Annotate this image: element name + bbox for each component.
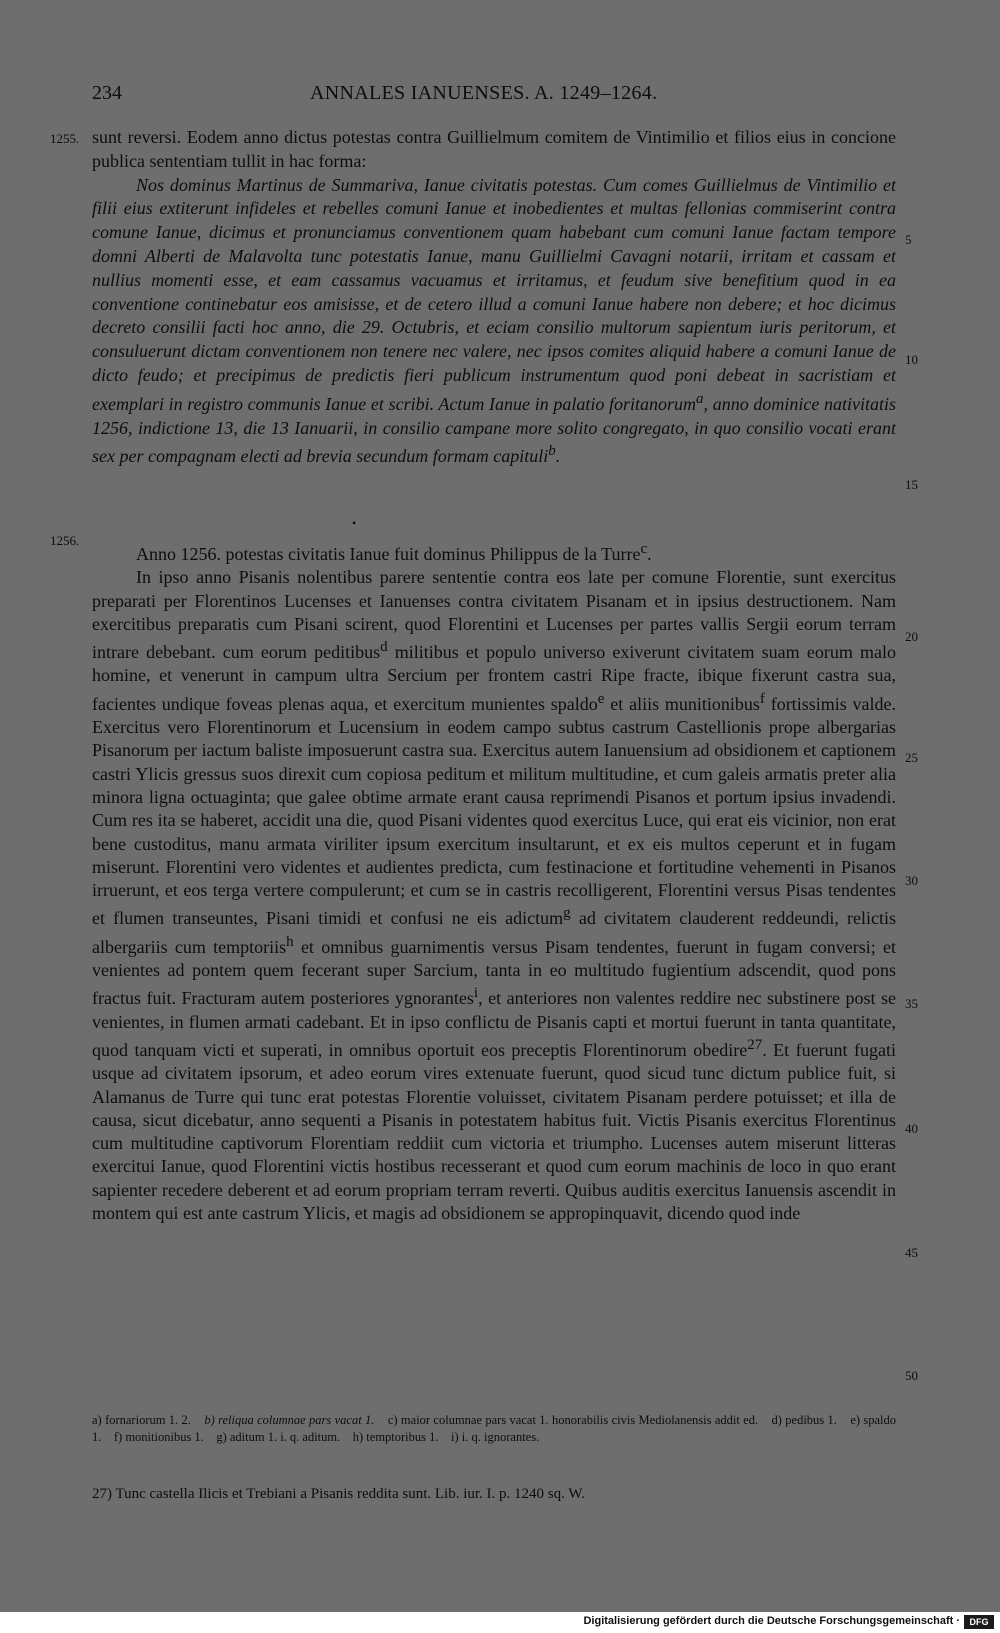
textual-notes	[92, 1412, 896, 1446]
paragraph-text: militibus et populo universo exiverunt civitatem suam eorum malo homine, et venerunt in campum ultra Sercium per frontem castri Ripe fracte, ibique fixerunt castra sua, facientes undique foveas plenas aqua, et exercitum munientes spaldo	[92, 642, 896, 714]
note-f: f) monitionibus 1.	[113, 1430, 204, 1444]
note-h: h) temptoribus 1.	[352, 1430, 439, 1444]
page-header	[0, 82, 1000, 112]
paragraph-text: et aliis munitionibus	[604, 693, 760, 714]
funding-credit: Digitalisierung gefördert durch die Deutsche Forschungsgemeinschaft ·	[583, 1615, 960, 1627]
paragraph-text: , et anteriores non valentes reddire nec substinere post se venientes, in flumen armati cadebant. Et in ipso conflictu de Pisanis capti et mortui fuerunt in tanta quantitate, quod tanquam victi et superati, in omnibus oportuit eos preceptis Florentinorum obedire	[92, 988, 897, 1060]
line-number: 5	[905, 232, 912, 247]
footnote-marker: i	[473, 985, 479, 1002]
footnote-27: 27) Tunc castella Ilicis et Trebiani a Pisanis reddita sunt. Lib. iur. I. p. 1240 sq. W.	[92, 1486, 585, 1502]
digitization-footer	[0, 1612, 1000, 1633]
note-b: b) reliqua columnae pars vacat 1.	[204, 1413, 375, 1427]
line-number: 10	[905, 352, 918, 367]
paragraph-text: fortissimis valde. Exercitus vero Florentinorum et Lucensium in eodem campo subtus castrum Castellionis prope albergarias Pisanorum per iactum baliste imposuerunt castra sua. Exercitus autem Ianuensium ad obsidionem et captionem castri Ylicis gressus suos direxit cum copiosa peditum et militum multitudine, et cum galeis armatis preter alia minora ligna octuaginta; que galee obtime armate erant causa reprimendi Pisanos et portum ipsius invadendi. Cum res ita se haberet, accidit una die, quod Pisani videntes quod exercitus Luce, qui erat eis vicinior, non erat bene custoditus, manu armata viriliter ipsum exercitum insultarunt, et ex eis multos ceperunt et in fugam miserunt. Florentini vero videntes et audientes predicta, cum festinacione et fortitudine vehementi in Pisanos irruerunt, et eos terga vertere compulerunt; et cum se in castris recolligerent, Florentini versus Pisas tendentes et flumen transeuntes, Pisani timidi et confusi ne eis adictum	[92, 693, 896, 929]
footnote-marker: b	[548, 443, 556, 460]
running-title: ANNALES IANUENSES. A. 1249–1264.	[310, 82, 658, 104]
note-e: e) spaldo 1.	[92, 1413, 897, 1444]
text-block-1256: Anno 1256. potestas civitatis Ianue fuit dominus Philippus de la Turre$^c$. In ipso anno Pisanis nolentibus parere sententie contra eos late per comune Florentie, sunt exercitus preparati per Florentinos Lucenses et Ianuenses contra civitatem Pisanam et in ipsius destructionem. Nam exercitibus preparatis cum Pisani scirent, quod Florentini et Lucenses per partes vallis Sergii eorum terram intrare debebant. cum eorum peditibus$^d$ militibus et populo universo exiverunt civitatem suam eorum malo homine, et venerunt in campum ultra Sercium per frontem castri Ripe fracte, ibique fixerunt castra sua, facientes undique foveas plenas aqua, et exercitum munientes spaldo$^e$ et aliis munitionibus$^f$ fortissimis valde. Exercitus vero Florentinorum et Lucensium in eodem campo subtus castrum Castellionis prope albergarias Pisanorum per iactum baliste imposuerunt castra sua. Exercitus autem Ianuensium ad obsidionem et captionem castri Ylicis gressus suos direxit cum copiosa peditum et militum multitudine, et cum galeis armatis preter alia minora ligna octuaginta; que galee obtime armate erant causa reprimendi Pisanos et portum ipsius invadendi. Cum res ita se haberet, accidit una die, quod Pisani videntes quod exercitus Luce, qui erat eis vicinior, non erat bene custoditus, manu armata viriliter ipsum exercitum insultarunt, et ex eis multos ceperunt et in fugam miserunt. Florentini vero videntes et audientes predicta, cum festinacione et fortitudine vehementi in Pisanos irruerunt, et eos terga vertere compulerunt; et cum se in castris recolligerent, Florentini versus Pisas tendentes et flumen transeuntes, Pisani timidi et confusi ne eis adictum$^g$ ad civitatem clauderent reddeundi, relictis albergariis cum temptoriis$^h$ et omnibus guarnimentis versus Pisam tendentes, fuerunt in fugam conversi; et venientes ad pontem quem fecerant super Sarcium, tanta in eo multitudo fugientium adscendit, quod pons fractus fuit. Fracturam autem posteriores ygnorantes$^i$, et anteriores non valentes reddire nec substinere post se venientes, in flumen armati cadebant. Et in ipso conflictu de Pisanis capti et mortui fuerunt in tanta quantitate, quod tanquam victi et superati, in omnibus oportuit eos preceptis Florentinorum obedire$^{27}$. Et fuerunt fugati usque ad civitatem ipsorum, et adeo eorum vires extenuate fuerunt, quod sicud tunc dictum publice fuit, si Alamanus de Turre qui tunc erat potestas Florentie voluisset, civitatem Pisanam perdere potuisset; et illa de causa, sicut dicebatur, anno sequenti a Pisanis in potestatem habitus fuit. Victis Pisanis exercitus Florentinus cum multitudine captivorum Florentiam reddiit cum victoria et triumpho. Lucenses autem miserunt litteras exercitui Ianue, quod Florentini victis hostibus recesserant et quod cum eorum machinis de loco in quo erant sapienter recedere deberent et ad eorum propriam terram reverti. Quibus auditis exercitus Ianuensis ascendit in montem qui est ante castrum Ylicis, et magis ad obsidionem se appropinquavit, dicendo quod inde	[92, 541, 897, 1224]
note-c: c) maior columnae pars vacat 1. honorabilis civis Mediolanensis addit ed.	[387, 1413, 759, 1427]
paragraph-text: In ipso anno Pisanis nolentibus parere sententie contra eos late per comune Florentie, sunt exercitus preparati per Florentinos Lucenses et Ianuenses contra civitatem Pisanam et in ipsius destructionem. Nam exercitibus preparatis cum Pisani scirent, quod Florentini et Lucenses per partes vallis Sergii eorum terram intrare debebant. cum eorum peditibus	[92, 567, 896, 663]
note-d: d) pedibus 1.	[771, 1413, 837, 1427]
sentence-text: Nos dominus Martinus de Summariva, Ianue civitatis potestas. Cum comes Guillielmus de Vintimilio et filii eius extiterunt infideles et rebelles comuni Ianue et inobedientes et multas fellonias commiserint contra comune Ianue, dicimus et pronunciamus conventionem quam habebant cum comuni Ianue factam tempore domni Alberti de Malavolta tunc potestatis Ianue, manu Guillielmi Cavagni notarii, irritam et cassam et nullius momenti esse, et eam cassamus vacuamus et irritamus, et feudum sive benefitium quod in ea conventione continebatur eos amisisse, et de cetero illud a comuni Ianue habere non debere; et hoc dicimus decreto consilii facti hoc anno, die 29. Octubris, et eciam consilio multorum sapientum iuris peritorum, et consuluerunt dictam conventionem non tenere nec valere, nec ipsos comites aliquid habere a comuni Ianue de dicto feudo; et precipimus de predictis fieri publicum instrumentum quod poni debeat in sacristiam et exemplari in registro communis Ianue et scribi. Actum Ianue in palatio foritanorum	[92, 174, 896, 414]
footnote-marker: e	[597, 690, 605, 707]
paragraph-text: Anno 1256. potestas civitatis Ianue fuit dominus Philippus de la Turre	[136, 544, 641, 564]
paragraph-text: ad civitatem clauderent reddeundi, relictis albergariis cum temptoriis	[92, 908, 896, 957]
margin-year-1255: 1255.	[50, 131, 80, 146]
footnote-marker: f	[759, 690, 765, 707]
footnote-marker: d	[380, 639, 388, 656]
note-g: g) aditum 1. i. q. aditum.	[216, 1430, 341, 1444]
note-i: i) i. q. ignorantes.	[451, 1430, 540, 1444]
line-number: 30	[905, 873, 918, 888]
paragraph-text: . Et fuerunt fugati usque ad civitatem ipsorum, et adeo eorum vires extenuate fuerunt, quod sicud tunc dictum publice fuit, si Alamanus de Turre qui tunc erat potestas Florentie voluisset, civitatem Pisanam perdere potuisset; et illa de causa, sicut dicebatur, anno sequenti a Pisanis in potestatem habitus fuit. Victis Pisanis exercitus Florentinus cum multitudine captivorum Florentiam reddiit cum victoria et triumpho. Lucenses autem miserunt litteras exercitui Ianue, quod Florentini victis hostibus recesserant et quod cum eorum machinis de loco in quo erant sapienter recedere deberent et ad eorum propriam terram reverti. Quibus auditis exercitus Ianuensis ascendit in montem qui est ante castrum Ylicis, et magis ad obsidionem se appropinquavit, dicendo quod inde	[92, 1039, 896, 1224]
line-number: 40	[905, 1121, 918, 1136]
note-a: a) fornariorum 1. 2.	[92, 1413, 191, 1427]
line-number: 50	[905, 1368, 918, 1383]
line-number: 20	[905, 629, 918, 644]
line-number: 45	[905, 1245, 918, 1260]
line-number: 25	[905, 750, 918, 765]
page-number: 234	[92, 82, 122, 104]
paragraph-text: et omnibus guarnimentis versus Pisam tendentes, fuerunt in fugam conversi; et venientes ad pontem quem fecerant super Sarcium, tanta in eo multitudo fugientium adscendit, quod pons fractus fuit. Fracturam autem posteriores ygnorantes	[92, 936, 897, 1009]
footnote-marker: a	[696, 390, 704, 407]
sentence-text: , anno dominice nativitatis 1256, indictione 13, die 13 Ianuarii, in consilio campane more solito congregato, in quo consilio vocati erant sex per compagnam electi ad brevia secundum formam capituli	[92, 393, 896, 467]
footnote-marker: 27	[747, 1036, 763, 1053]
text-block-1255: sunt reversi. Eodem anno dictus potestas contra Guillielmum comitem de Vintimilio et filios eius in concione publica sententiam tullit in hac forma: Nos dominus Martinus de Summariva, Ianue civitatis potestas. Cum comes Guillielmus de Vintimilio et filii eius extiterunt infideles et rebelles comuni Ianue et inobedientes et multas fellonias commiserint contra comune Ianue, dicimus et pronunciamus conventionem quam habebant cum comuni Ianue factam tempore domni Alberti de Malavolta tunc potestatis Ianue, manu Guillielmi Cavagni notarii, irritam et cassam et nullius momenti esse, et eam cassamus vacuamus et irritamus, et feudum sive benefitium quod in ea conventione continebatur eos amisisse, et de cetero illud a comuni Ianue habere non debere; et hoc dicimus decreto consilii facti hoc anno, die 29. Octubris, et eciam consilio multorum sapientum iuris peritorum, et consuluerunt dictam conventionem non tenere nec valere, nec ipsos comites aliquid habere a comuni Ianue de dicto feudo; et precipimus de predictis fieri publicum instrumentum quod poni debeat in sacristiam et exemplari in registro communis Ianue et scribi. Actum Ianue in palatio foritanorum$^a$, anno dominice nativitatis 1256, indictione 13, die 13 Ianuarii, in consilio campane more solito congregato, in quo consilio vocati erant sex per compagnam electi ad brevia secundum formam capituli$^b$.	[92, 127, 896, 467]
line-number: 35	[905, 996, 918, 1011]
line-number: 15	[905, 477, 918, 492]
paragraph-text: sunt reversi. Eodem anno dictus potestas contra Guillielmum comitem de Vintimilio et filios eius in concione publica sententiam tullit in hac forma:	[92, 127, 896, 171]
margin-year-1256: 1256.	[50, 533, 80, 548]
footnote-marker: h	[286, 933, 294, 950]
dfg-logo: DFG	[964, 1615, 994, 1629]
footnote-marker: c	[640, 541, 648, 557]
dagger-mark: •	[352, 516, 357, 530]
footnote-marker: g	[563, 905, 571, 922]
